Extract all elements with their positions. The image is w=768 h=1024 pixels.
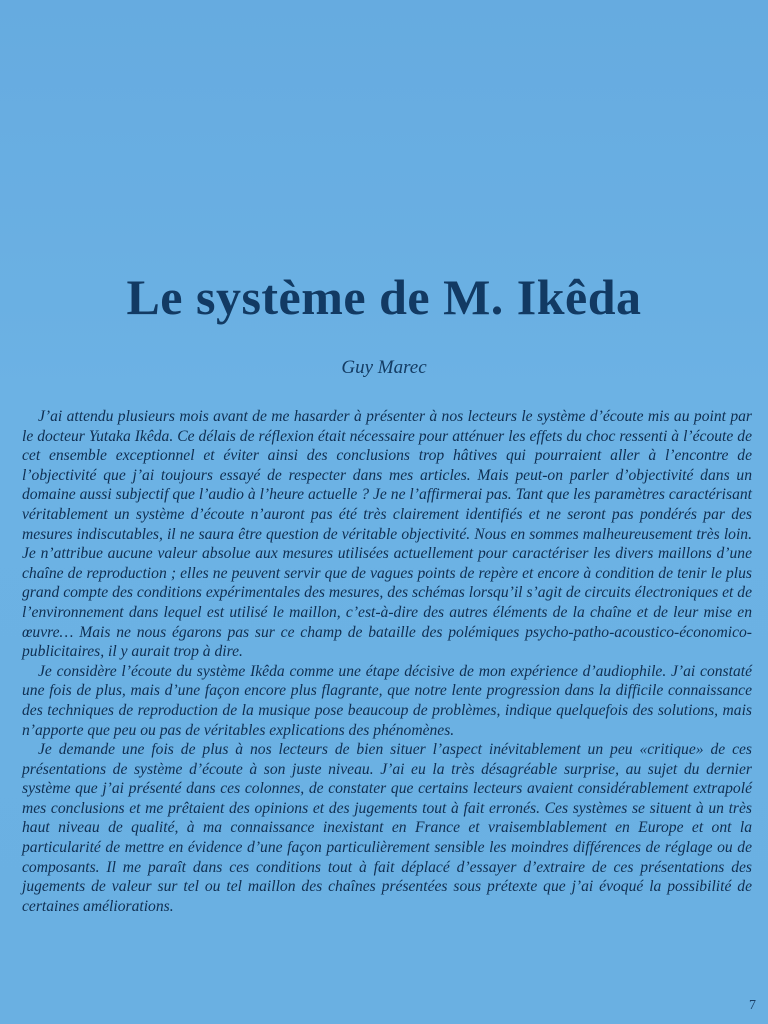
article-paragraph: Je considère l’écoute du système Ikêda comme une étape décisive de mon expérience d’audiophile. J’ai constaté une fois de plus, mais d’une façon encore plus flagrante, que notre lente progression dans la difficile connaissance des techniques de reproduction de la musique pose beaucoup de problèmes, indique quelquefois des solutions, mais n’apporte que peu ou pas de véritables explications des phénomènes. — [22, 662, 752, 739]
article-body — [22, 407, 752, 916]
article-paragraph: Je demande une fois de plus à nos lecteurs de bien situer l’aspect inévitablement un peu «critique» de ces présentations de système d’écoute à son juste niveau. J’ai eu la très désagréable surprise, au sujet du dernier système que j’ai présenté dans ces colonnes, de constater que certains lecteurs avaient considérablement extrapolé mes conclusions et me prêtaient des opinions et des jugements tout à fait erronés. Ces systèmes se situent à un très haut niveau de qualité, à ma connaissance inexistant en France et vraisemblablement en Europe et ont la particularité de mettre en évidence d’une façon particulièrement sensible les moindres différences de réglage ou de composants. Il me paraît dans ces conditions tout à fait déplacé d’essayer d’extraire de ces présentations des jugements de valeur sur tel ou tel maillon des chaînes présentées sous prétexte que j’ai évoqué la possibilité de certaines améliorations. — [22, 741, 752, 915]
article-author: Guy Marec — [341, 357, 427, 378]
page-number: 7 — [749, 998, 756, 1013]
article-title: Le système de M. Ikêda — [126, 269, 642, 325]
article-paragraph: J’ai attendu plusieurs mois avant de me hasarder à présenter à nos lecteurs le système d’écoute mis au point par le docteur Yutaka Ikêda. Ce délais de réflexion était nécessaire pour atténuer les effets du choc ressenti à l’écoute de cet ensemble exceptionnel et éviter ainsi des conclusions trop hâtives qui pourraient aller à l’encontre de l’objectivité que j’ai toujours essayé de respecter dans mes articles. Mais peut-on parler d’objectivité dans un domaine aussi subjectif que l’audio à l’heure actuelle ? Je ne l’affirmerai pas. Tant que les paramètres caractérisant véritablement un système d’écoute n’auront pas été très clairement identifiés et ne seront pas pondérés par des mesures indiscutables, il ne saura être question de véritable objectivité. Nous en sommes malheureusement très loin. Je n’attribue aucune valeur absolue aux mesures utilisées actuellement pour caractériser les divers maillons d’une chaîne de reproduction ; elles ne peuvent servir que de vagues points de repère et encore à condition de tenir le plus grand compte des conditions expérimentales des mesures, des schémas lorsqu’il s’agit de circuits électroniques et de l’environnement dans lequel est utilisé le maillon, c’est-à-dire des autres éléments de la chaîne et de leur mise en œuvre… Mais ne nous égarons pas sur ce champ de bataille des polémiques psycho-patho-acoustico-économico-publicitaires, il y aurait trop à dire. — [22, 408, 752, 661]
